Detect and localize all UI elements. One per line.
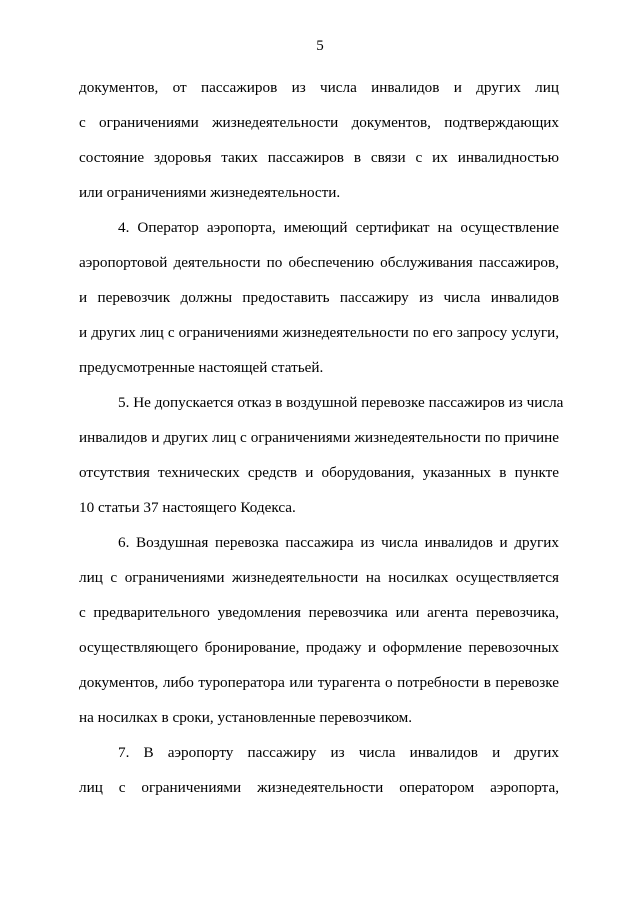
page-number: 5	[316, 38, 324, 54]
text-line: и других лиц с ограничениями жизнедеятельности по его запросу услуги,	[79, 324, 559, 341]
text-line: лиц с ограничениями жизнедеятельности на носилках осуществляется	[79, 569, 559, 586]
text-line: лиц с ограничениями жизнедеятельности оператором аэропорта,	[79, 779, 559, 796]
text-line: 10 статьи 37 настоящего Кодекса.	[79, 499, 296, 516]
text-line: с предварительного уведомления перевозчика или агента перевозчика,	[79, 604, 559, 621]
text-line: документов, либо туроператора или турагента о потребности в перевозке	[79, 674, 559, 691]
text-line: инвалидов и других лиц с ограничениями жизнедеятельности по причине	[79, 429, 559, 446]
text-line: предусмотренные настоящей статьей.	[79, 359, 324, 376]
text-line: 5. Не допускается отказ в воздушной перевозке пассажиров из числа	[118, 394, 564, 411]
text-line: аэропортовой деятельности по обеспечению обслуживания пассажиров,	[79, 254, 559, 271]
text-line: с ограничениями жизнедеятельности документов, подтверждающих	[79, 114, 559, 131]
text-line: отсутствия технических средств и оборудования, указанных в пункте	[79, 464, 559, 481]
text-line: 7. В аэропорту пассажиру из числа инвалидов и других	[118, 744, 559, 761]
text-line: или ограничениями жизнедеятельности.	[79, 184, 341, 201]
text-line: документов, от пассажиров из числа инвалидов и других лиц	[79, 79, 559, 96]
text-line: на носилках в сроки, установленные перевозчиком.	[79, 709, 413, 726]
text-line: 6. Воздушная перевозка пассажира из числа инвалидов и других	[118, 534, 559, 551]
text-line: состояние здоровья таких пассажиров в связи с их инвалидностью	[79, 149, 559, 166]
text-line: осуществляющего бронирование, продажу и оформление перевозочных	[79, 639, 559, 656]
text-line: 4. Оператор аэропорта, имеющий сертификат на осуществление	[118, 219, 559, 236]
text-line: и перевозчик должны предоставить пассажиру из числа инвалидов	[79, 289, 559, 306]
